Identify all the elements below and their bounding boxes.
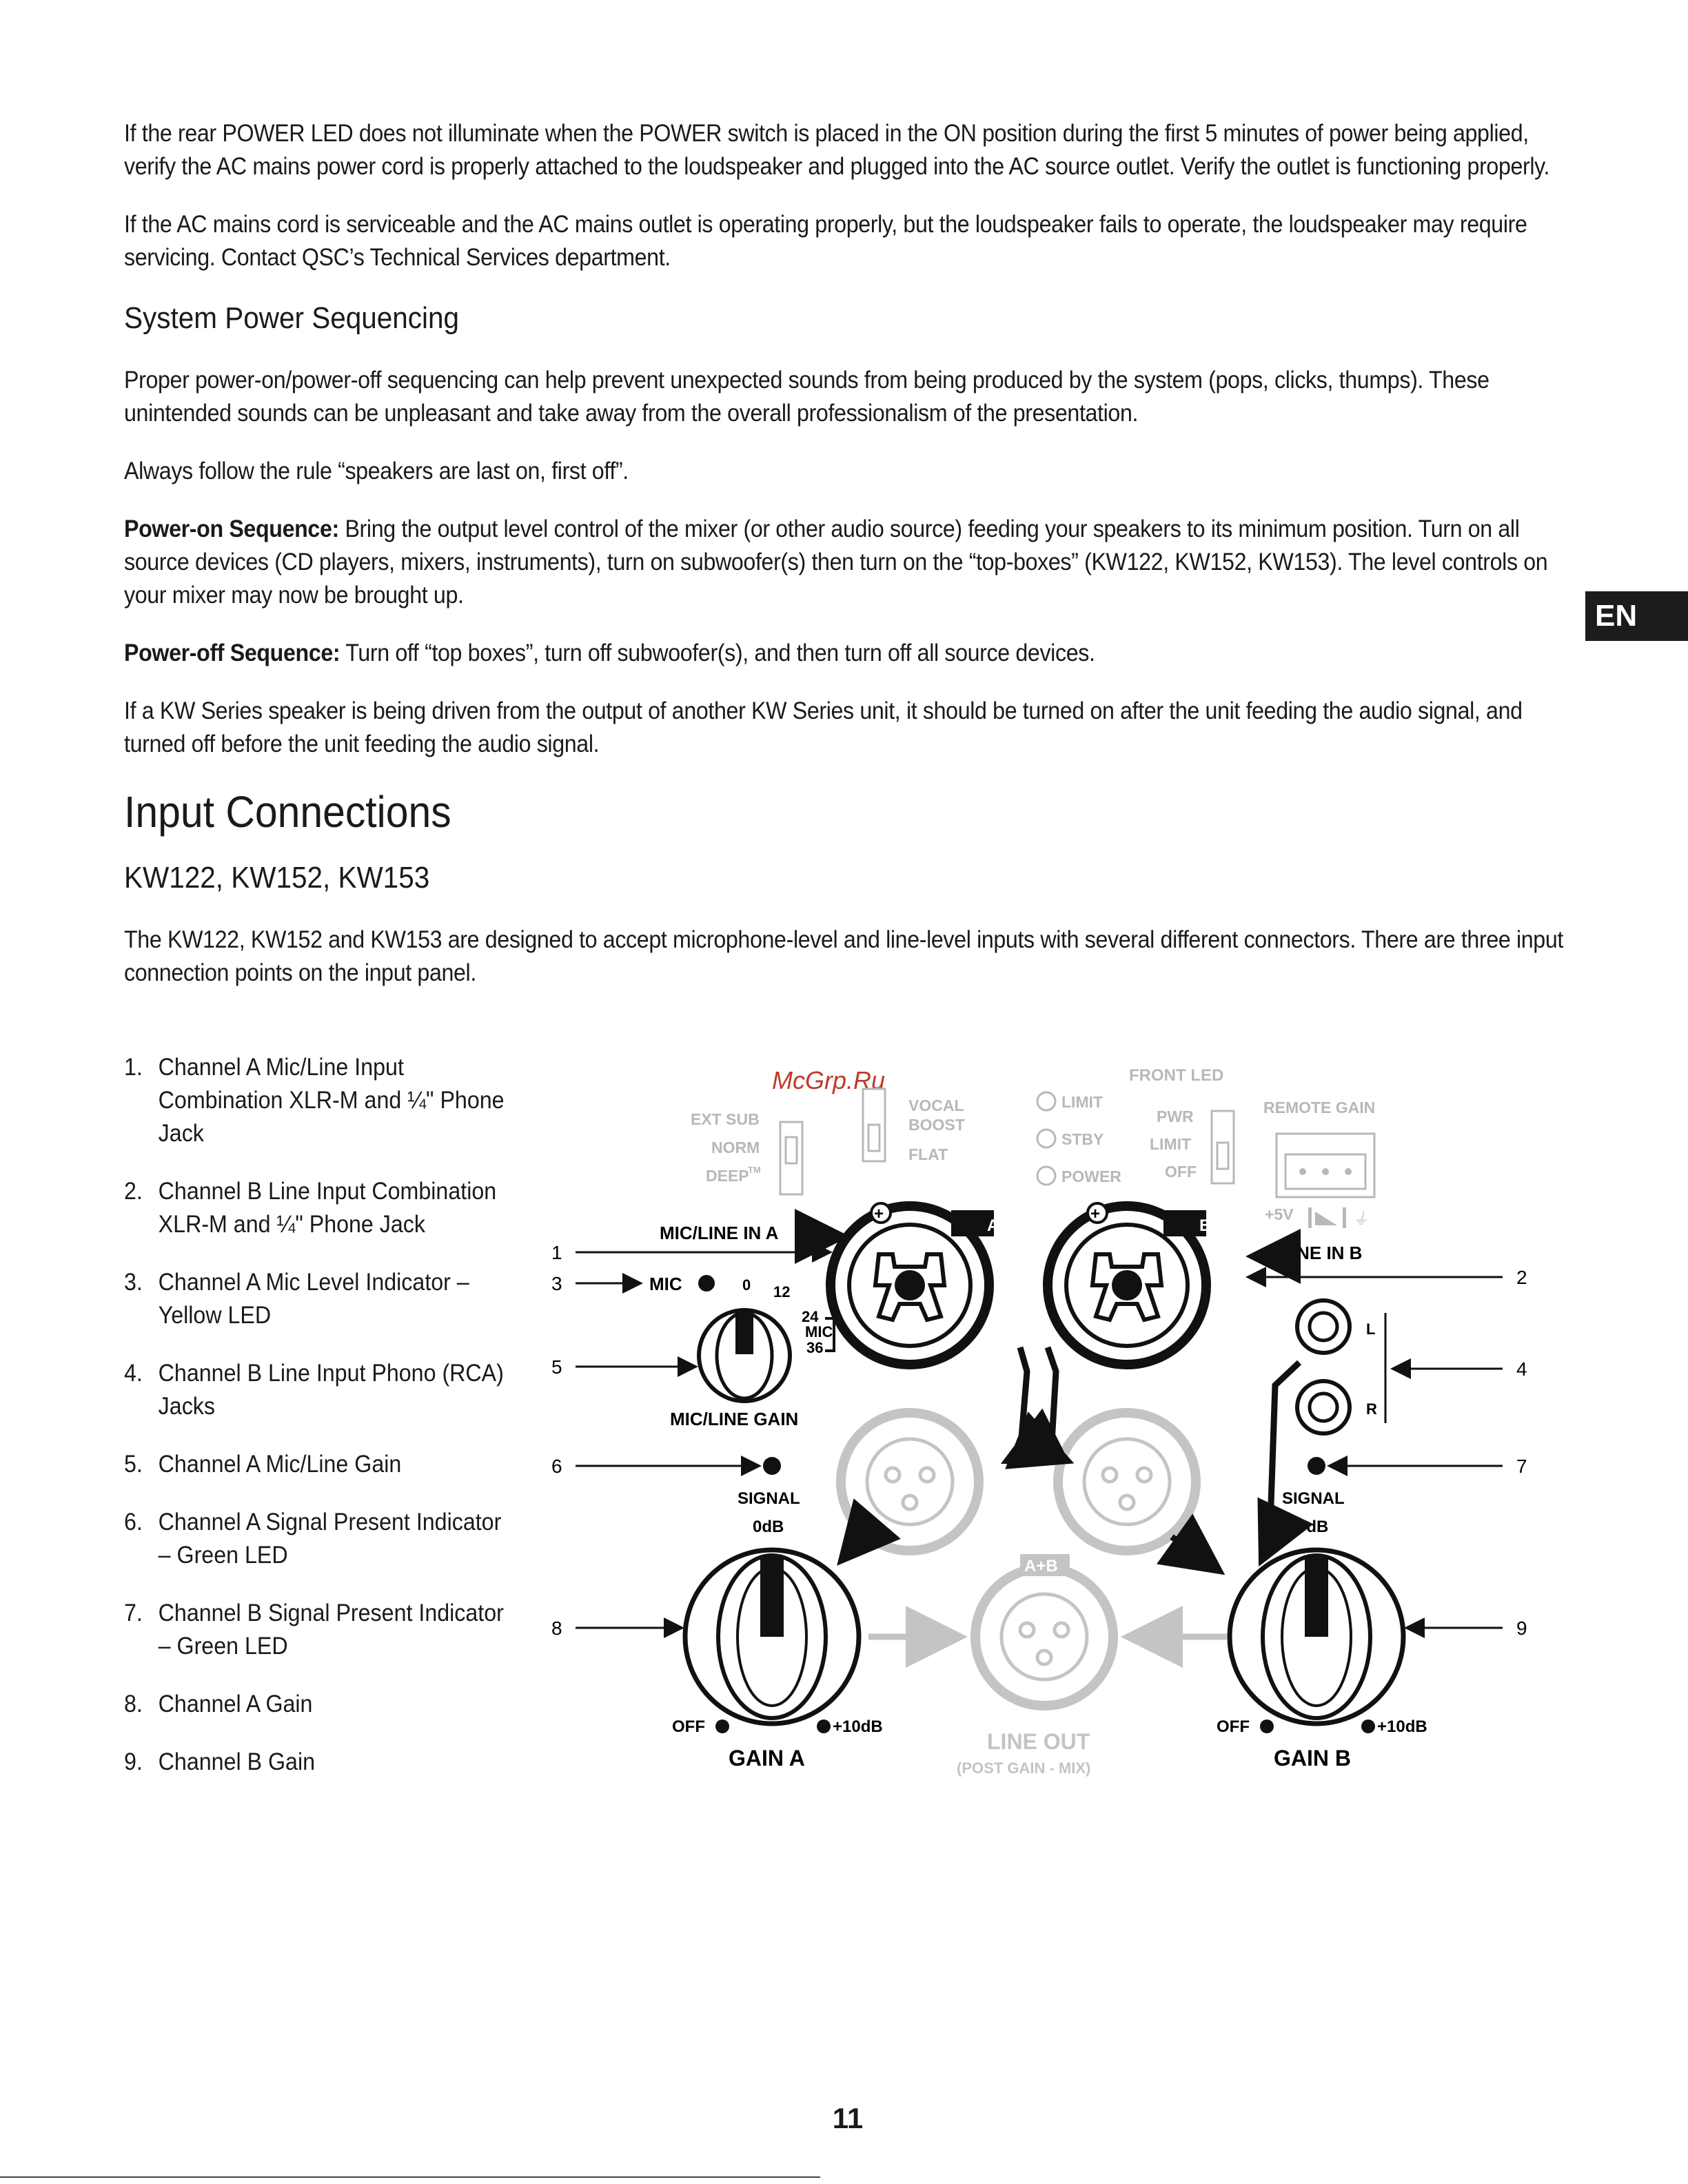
callout-2: 2 <box>1516 1267 1527 1288</box>
rca-l-label: L <box>1366 1320 1376 1338</box>
legend-text: Channel A Mic/Line Gain <box>158 1451 402 1478</box>
legend-item <box>124 1597 505 1663</box>
language-tab: EN <box>1585 591 1688 641</box>
legend-number: 7. <box>124 1600 143 1626</box>
gain-b-knob[interactable] <box>1230 1550 1403 1724</box>
mic-level-led <box>698 1275 715 1292</box>
callout-9: 9 <box>1516 1617 1527 1639</box>
flat-label: FLAT <box>908 1145 948 1163</box>
paragraph-sequencing-intro: Proper power-on/power-off sequencing can help prevent unexpected sounds from being produced by the system (pops, clicks, thumps). These unintended sounds can be unpleasant and take away from the overall professionalism of the presentation. <box>124 367 1489 427</box>
stby-led-label: STBY <box>1061 1130 1104 1148</box>
limit-led <box>1037 1092 1055 1110</box>
vocal-switch-knob <box>868 1125 879 1151</box>
off-switch-label: OFF <box>1165 1163 1197 1181</box>
xlr-out-a <box>841 1413 979 1551</box>
mic-label: MIC <box>649 1274 682 1294</box>
legend-item <box>124 1175 505 1241</box>
mic-line-gain-knob[interactable] <box>699 1310 790 1401</box>
paragraph-power-off <box>124 637 1563 670</box>
paragraph-servicing: If the AC mains cord is serviceable and the AC mains outlet is operating properly, but the loudspeaker fails to operate, the loudspeaker may require servicing. Contact QSC’s Technical Services department. <box>124 211 1527 271</box>
signal-led-a <box>763 1457 781 1475</box>
power-off-text: Turn off “top boxes”, turn off subwoofer(s), and then turn off all source devices. <box>340 640 1095 666</box>
combo-jack-b-letter: B <box>1199 1216 1212 1235</box>
mic-line-gain-label: MIC/LINE GAIN <box>670 1409 799 1429</box>
paragraph-input-intro: The KW122, KW152 and KW153 are designed to accept microphone-level and line-level inputs with several different connectors. There are three input connection points on the input panel. <box>124 926 1563 986</box>
combo-jack-b <box>1048 1203 1211 1365</box>
paragraph-power-led: If the rear POWER LED does not illuminate when the POWER switch is placed in the ON position during the first 5 minutes of power being applied, verify the AC mains power cord is properly attached to the loudspeaker and plugged into the AC source outlet. Verify the outlet is functioning properly. <box>124 120 1550 180</box>
boost-label: BOOST <box>908 1116 965 1134</box>
power-off-lead: Power-off Sequence: <box>124 640 340 666</box>
norm-label: NORM <box>711 1139 760 1156</box>
legend-item <box>124 1506 505 1572</box>
input-panel-diagram <box>538 1048 1558 1806</box>
remote-gain-connector <box>1277 1134 1374 1197</box>
remote-pin <box>1299 1168 1306 1175</box>
heading-input-connections: Input Connections <box>124 787 451 837</box>
rca-r-label: R <box>1366 1400 1377 1418</box>
remote-ramp-icon <box>1315 1212 1337 1225</box>
input-panel-svg <box>538 1048 1558 1806</box>
tick-36: 36 <box>806 1339 824 1356</box>
off-b-label: OFF <box>1217 1717 1250 1736</box>
a-plus-b-label: A+B <box>1024 1557 1058 1575</box>
front-led-switch <box>1212 1111 1234 1183</box>
power-led-label: POWER <box>1061 1167 1121 1185</box>
signal-led-b <box>1308 1457 1325 1475</box>
callout-6: 6 <box>551 1456 562 1477</box>
legend-number: 8. <box>124 1691 143 1717</box>
paragraph-rule: Always follow the rule “speakers are last on, first off”. <box>124 458 629 484</box>
legend-text: Channel A Gain <box>158 1691 313 1717</box>
power-led <box>1037 1167 1055 1185</box>
gain-a-knob[interactable] <box>685 1550 859 1724</box>
legend-text: Channel A Mic/Line Input Combination XLR-M and ¼" Phone Jack <box>158 1054 505 1147</box>
front-led-label: FRONT LED <box>1129 1066 1224 1085</box>
legend-text: Channel B Gain <box>158 1748 316 1775</box>
remote-divider <box>1308 1207 1312 1228</box>
remote-divider <box>1343 1207 1346 1228</box>
legend-number: 6. <box>124 1509 143 1535</box>
screw-icon: + <box>874 1205 884 1223</box>
ext-sub-label: EXT SUB <box>691 1110 760 1128</box>
callout-legend <box>124 1051 538 1804</box>
line-out-jack <box>975 1568 1113 1706</box>
callout-8: 8 <box>551 1617 562 1639</box>
screw-icon: + <box>1090 1205 1101 1223</box>
plus10-a-label: +10dB <box>833 1717 883 1736</box>
deep-label: DEEP <box>706 1167 749 1185</box>
legend-item <box>124 1448 505 1481</box>
signal-a-label: SIGNAL <box>738 1489 800 1508</box>
signal-b-label: SIGNAL <box>1282 1489 1345 1508</box>
tick-0: 0 <box>742 1276 751 1294</box>
odb-b-label: 0dB <box>1297 1518 1329 1536</box>
power-on-text: Bring the output level control of the mixer (or other audio source) feeding your speakers to its minimum position. Turn on all source devices (CD players, mixers, instruments), turn on subwoofer(s) then turn on the “top-boxes” (KW122, KW152, KW153). The level controls on your mixer may now be brought up. <box>124 516 1548 609</box>
callout-5: 5 <box>551 1356 562 1378</box>
remote-pin <box>1345 1168 1352 1175</box>
page-number: 11 <box>832 2102 864 2134</box>
post-gain-label: (POST GAIN - MIX) <box>957 1759 1091 1777</box>
gain-b-label: GAIN B <box>1274 1746 1351 1770</box>
text-column <box>124 117 1565 1014</box>
legend-number: 1. <box>124 1054 143 1081</box>
vocal-label: VOCAL <box>908 1096 964 1114</box>
plus10-b-label: +10dB <box>1377 1717 1427 1736</box>
legend-item <box>124 1266 505 1332</box>
legend-number: 5. <box>124 1451 143 1478</box>
stby-led <box>1037 1130 1055 1147</box>
legend-number: 2. <box>124 1178 143 1205</box>
callout-1: 1 <box>551 1242 562 1263</box>
heading-system-power-sequencing: System Power Sequencing <box>124 301 460 335</box>
mic-line-in-a-label: MIC/LINE IN A <box>660 1223 779 1243</box>
odb-a-label: 0dB <box>753 1518 784 1536</box>
callout-4: 4 <box>1516 1358 1527 1380</box>
tick-24: 24 <box>802 1308 819 1325</box>
legend-text: Channel B Signal Present Indicator – Green LED <box>158 1600 504 1660</box>
legend-item <box>124 1746 505 1779</box>
power-on-lead: Power-on Sequence: <box>124 516 339 542</box>
xlr-out-b <box>1058 1413 1196 1551</box>
front-led-switch-knob <box>1217 1143 1228 1169</box>
off-a-label: OFF <box>672 1717 705 1736</box>
watermark-text: McGrp.Ru <box>772 1066 886 1094</box>
rca-jack-r <box>1297 1381 1350 1433</box>
remote-gain-label: REMOTE GAIN <box>1263 1099 1376 1116</box>
ground-icon: ⏚ <box>1352 1210 1369 1229</box>
legend-number: 3. <box>124 1269 143 1296</box>
legend-item <box>124 1357 505 1423</box>
combo-jack-a <box>831 1203 999 1365</box>
pwr-label: PWR <box>1157 1108 1194 1125</box>
line-in-b-label: LINE IN B <box>1281 1243 1363 1263</box>
bottom-rule <box>0 2176 820 2178</box>
paragraph-kw-chain: If a KW Series speaker is being driven from the output of another KW Series unit, it should be turned on after the unit feeding the audio signal, and turned off before the unit feeding the audio signal. <box>124 697 1523 757</box>
legend-text: Channel A Signal Present Indicator – Green LED <box>158 1509 502 1569</box>
callout-7: 7 <box>1516 1456 1527 1477</box>
legend-text: Channel B Line Input Combination XLR-M and ¼" Phone Jack <box>158 1178 497 1238</box>
legend-number: 9. <box>124 1748 143 1775</box>
rca-jack-l <box>1297 1300 1350 1353</box>
tm-mark: TM <box>748 1165 761 1175</box>
ext-sub-switch <box>780 1122 802 1194</box>
gain-a-label: GAIN A <box>729 1746 805 1770</box>
remote-pin <box>1322 1168 1329 1175</box>
plus5v-label: +5V <box>1265 1205 1294 1223</box>
limit-led-label: LIMIT <box>1061 1093 1104 1111</box>
tick-12: 12 <box>773 1283 791 1300</box>
legend-item <box>124 1688 505 1721</box>
line-out-label: LINE OUT <box>987 1729 1090 1754</box>
ext-sub-switch-knob <box>786 1137 797 1163</box>
paragraph-power-on <box>124 513 1563 612</box>
mic-range-label: MIC <box>805 1323 833 1340</box>
limit-switch-label: LIMIT <box>1150 1135 1192 1153</box>
callout-3: 3 <box>551 1273 562 1294</box>
legend-item <box>124 1051 505 1150</box>
legend-number: 4. <box>124 1360 143 1387</box>
heading-models: KW122, KW152, KW153 <box>124 861 430 895</box>
legend-text: Channel A Mic Level Indicator – Yellow LED <box>158 1269 469 1329</box>
legend-text: Channel B Line Input Phono (RCA) Jacks <box>158 1360 504 1420</box>
combo-jack-a-letter: A <box>987 1216 999 1235</box>
